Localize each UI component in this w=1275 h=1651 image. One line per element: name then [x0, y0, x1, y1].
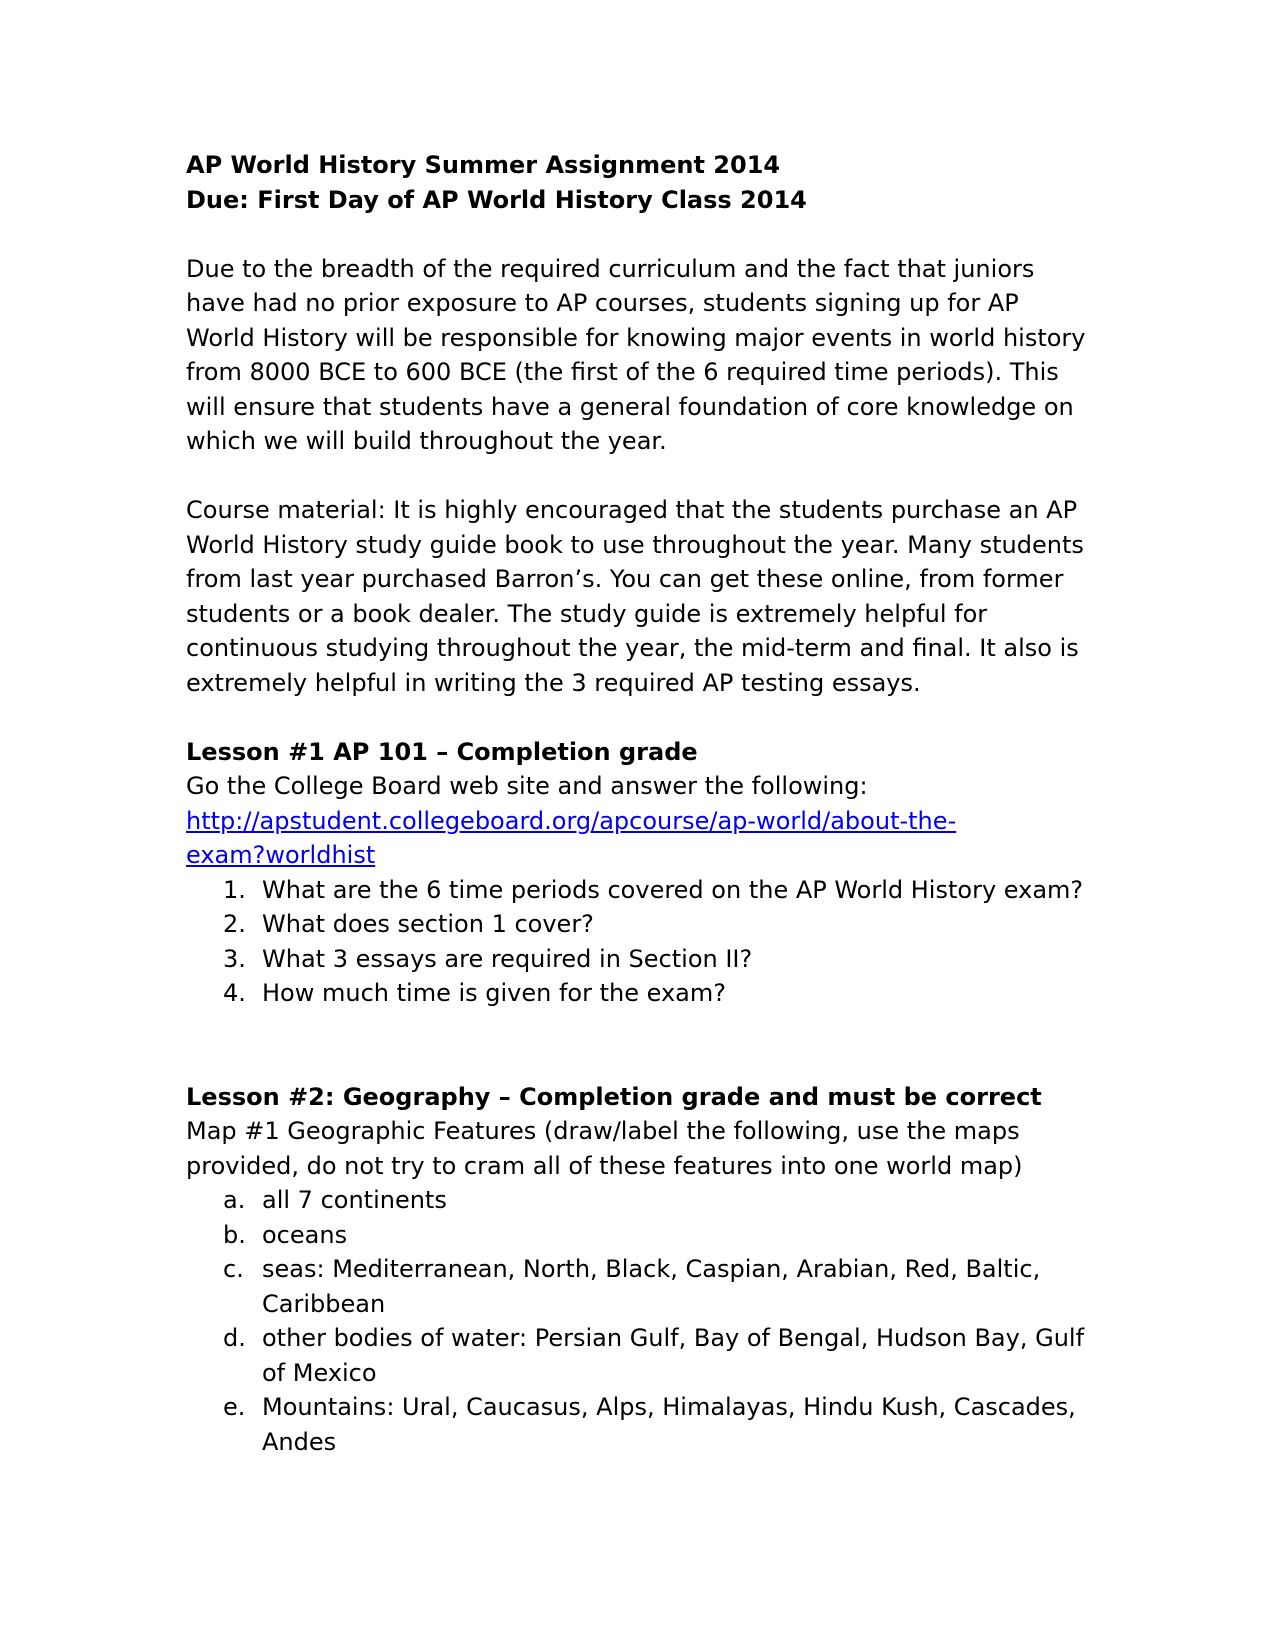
list-item	[186, 907, 1086, 942]
lesson-1-instruction: Go the College Board web site and answer the following:	[186, 772, 868, 800]
list-item	[186, 976, 1086, 1011]
list-item-text: seas: Mediterranean, North, Black, Caspian, Arabian, Red, Baltic, Caribbean	[262, 1255, 1041, 1318]
list-item	[186, 942, 1086, 977]
list-marker: e.	[223, 1393, 246, 1421]
list-item	[186, 873, 1086, 908]
list-item-text: What are the 6 time periods covered on the AP World History exam?	[262, 875, 1084, 904]
list-marker: 2.	[223, 910, 246, 938]
list-item-text: oceans	[262, 1220, 348, 1249]
college-board-link[interactable]	[186, 804, 1086, 873]
list-item	[186, 1183, 1086, 1218]
course-material-paragraph: Course material: It is highly encouraged that the students purchase an AP World History study guide book to use throughout the year. Many students from last year purchased Barron’s. You can get these online, from former students or a book dealer. The study guide is extremely helpful for continuous studying throughout the year, the mid-term and final. It also is extremely helpful in writing the 3 required AP testing essays.	[186, 496, 1084, 697]
list-item-text: How much time is given for the exam?	[262, 979, 726, 1007]
list-marker: d.	[223, 1324, 246, 1352]
list-item-text: What 3 essays are required in Section II?	[262, 944, 753, 973]
list-item-text: other bodies of water: Persian Gulf, Bay of Bengal, Hudson Bay, Gulf of Mexico	[262, 1324, 1085, 1387]
list-marker: 1.	[223, 875, 246, 904]
intro-paragraph: Due to the breadth of the required curriculum and the fact that juniors have had no prior exposure to AP courses, students signing up for AP World History will be responsible for knowing major events in world history from 8000 BCE to 600 BCE (the first of the 6 required time periods). This will ensure that students have a general foundation of core knowledge on which we will build throughout the year.	[186, 254, 1086, 455]
list-item	[186, 1252, 1086, 1321]
list-marker: 3.	[223, 944, 246, 973]
list-marker: 4.	[223, 979, 246, 1007]
document-body	[186, 148, 1086, 1459]
list-item-text: What does section 1 cover?	[262, 910, 594, 938]
lesson-2-heading: Lesson #2: Geography – Completion grade and must be correct	[186, 1082, 1042, 1111]
lesson-2-instruction: Map #1 Geographic Features (draw/label the following, use the maps provided, do not try to cram all of these features into one world map)	[186, 1117, 1023, 1180]
lesson-1-heading: Lesson #1 AP 101 – Completion grade	[186, 737, 698, 766]
assignment-title: AP World History Summer Assignment 2014	[186, 151, 781, 179]
list-item	[186, 1218, 1086, 1253]
link-text-line-2: exam?worldhist	[186, 841, 376, 869]
link-text-line-1: http://apstudent.collegeboard.org/apcourse/ap-world/about-the-	[186, 806, 957, 835]
lesson-1-questions	[186, 873, 1086, 1011]
lesson-2-features	[186, 1183, 1086, 1459]
list-marker: b.	[223, 1220, 246, 1249]
due-date-line: Due: First Day of AP World History Class 2014	[186, 185, 807, 214]
list-item	[186, 1390, 1086, 1459]
list-item-text: all 7 continents	[262, 1186, 447, 1214]
list-marker: a.	[223, 1186, 246, 1214]
list-item-text: Mountains: Ural, Caucasus, Alps, Himalayas, Hindu Kush, Cascades, Andes	[262, 1393, 1076, 1456]
list-marker: c.	[223, 1255, 244, 1283]
document-header	[186, 148, 1086, 217]
list-item	[186, 1321, 1086, 1390]
